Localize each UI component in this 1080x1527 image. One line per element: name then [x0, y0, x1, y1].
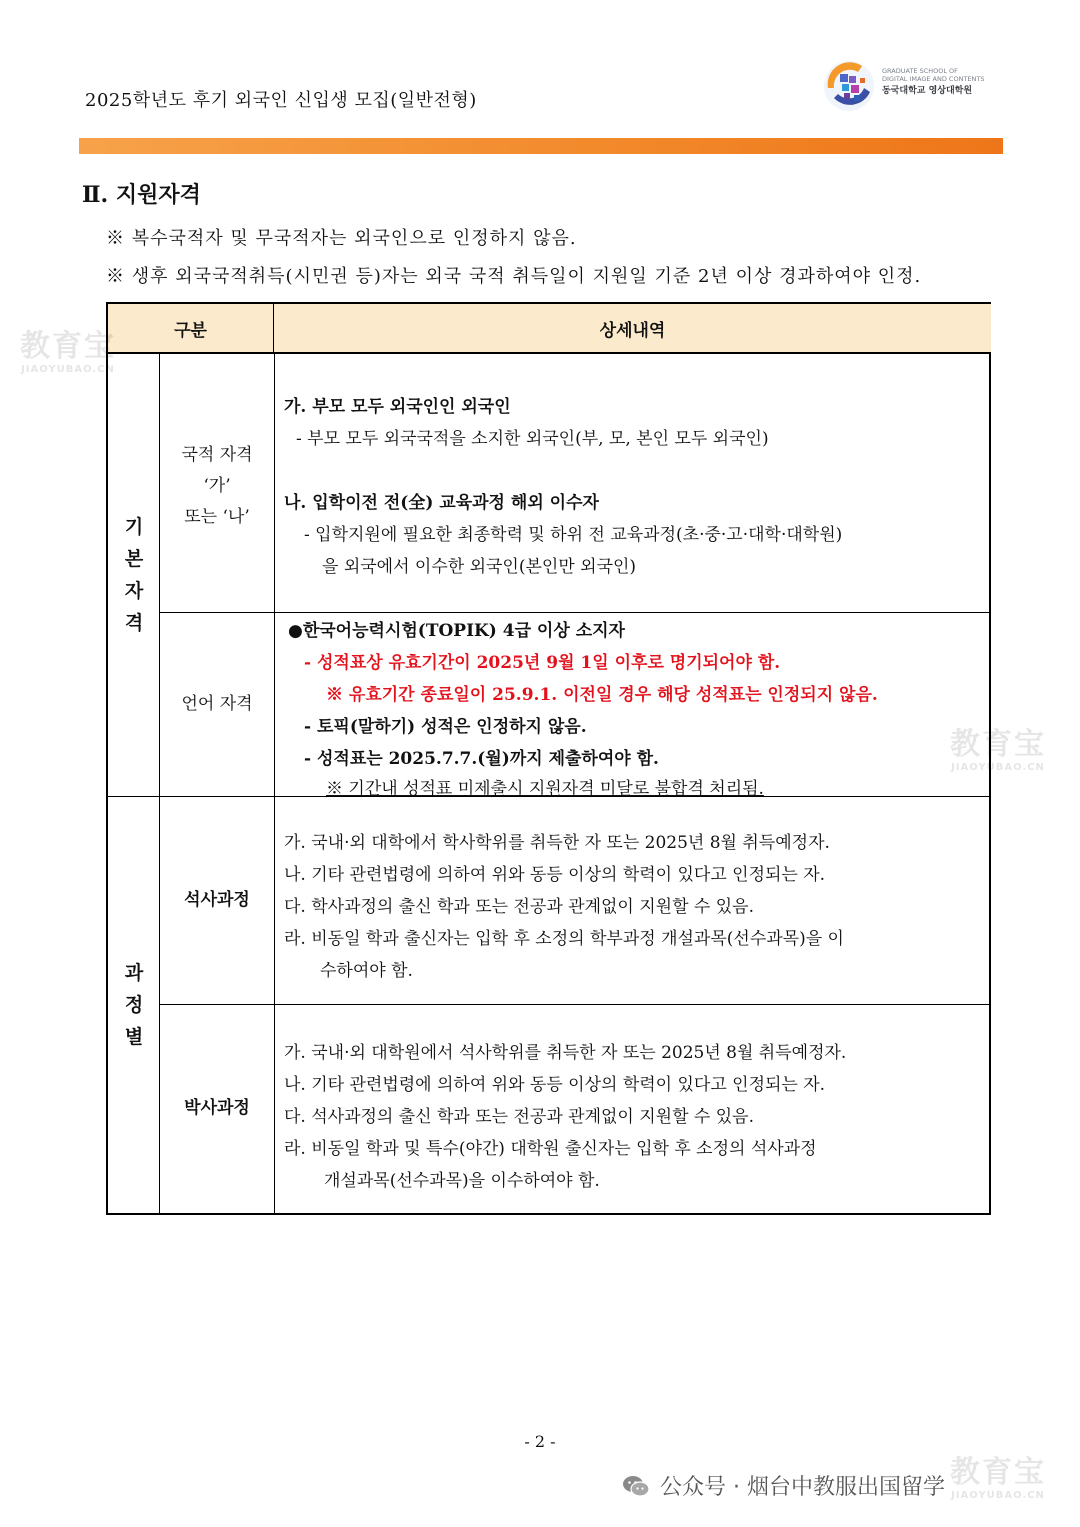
nationality-option-b-title: 나. 입학이전 전(全) 교육과정 해외 이수자 — [284, 493, 599, 513]
subcategory-masters: 석사과정 — [184, 889, 250, 910]
masters-line-b: 나. 기타 관련법령에 의하여 위와 동등 이상의 학력이 있다고 인정되는 자. — [284, 865, 826, 885]
logo-korean-name: 동국대학교 영상대학원 — [882, 86, 973, 96]
masters-line-d-cont: 수하여야 함. — [320, 961, 413, 981]
nationality-option-b-detail: - 입학지원에 필요한 최종학력 및 하위 전 교육과정(초·중·고·대학·대학원) — [304, 525, 843, 545]
table-header-category: 구분 — [108, 304, 274, 354]
table-header-details: 상세내역 — [274, 304, 991, 354]
logo-emblem-icon — [822, 58, 878, 114]
masters-line-d: 라. 비동일 학과 출신자는 입학 후 소정의 학부과정 개설과목(선수과목)을 이 — [284, 929, 844, 949]
doctoral-line-c: 다. 석사과정의 출신 학과 또는 전공과 관계없이 지원할 수 있음. — [284, 1107, 754, 1127]
wechat-attribution — [622, 1470, 945, 1501]
nationality-option-a-title: 가. 부모 모두 외국인인 외국인 — [284, 397, 511, 417]
nationality-option-a-detail: - 부모 모두 외국국적을 소지한 외국인(부, 모, 본인 모두 외국인) — [296, 429, 769, 449]
category-basic-qualification: 기 본 자 격 — [124, 516, 144, 634]
language-validity-note: - 성적표상 유효기간이 2025년 9월 1일 이후로 명기되어야 함. — [304, 653, 781, 673]
masters-line-a: 가. 국내·외 대학에서 학사학위를 취득한 자 또는 2025년 8월 취득예정자. — [284, 833, 830, 853]
doctoral-line-d: 라. 비동일 학과 및 특수(야간) 대학원 출신자는 입학 후 소정의 석사과정 — [284, 1139, 817, 1159]
watermark: 教育宝 JIAOYUBAO.CN — [20, 329, 116, 375]
eligibility-table — [106, 302, 991, 1215]
wechat-account-text: 公众号 · 烟台中教服出国留学 — [660, 1475, 945, 1500]
document-header-title: 2025학년도 후기 외국인 신입생 모집(일반전형) — [85, 90, 477, 111]
subcategory-language: 언어 자격 — [181, 693, 253, 714]
watermark: 教育宝 JIAOYUBAO.CN — [950, 727, 1046, 773]
header-orange-bar — [79, 138, 1003, 154]
language-topik-requirement: ●한국어능력시험(TOPIK) 4급 이상 소지자 — [288, 621, 625, 641]
logo-english-line-1: GRADUATE SCHOOL OF — [882, 67, 958, 75]
section-title: Ⅱ. 지원자격 — [82, 182, 201, 208]
note-dual-nationality: ※ 복수국적자 및 무국적자는 외국인으로 인정하지 않음. — [106, 228, 577, 249]
university-logo — [822, 58, 992, 114]
subcategory-doctoral: 박사과정 — [184, 1098, 250, 1118]
masters-line-c: 다. 학사과정의 출신 학과 또는 전공과 관계없이 지원할 수 있음. — [284, 897, 754, 917]
divider — [274, 354, 275, 1213]
nationality-option-b-detail-cont: 을 외국에서 이수한 외국인(본인만 외국인) — [322, 557, 637, 577]
language-speaking-note: - 토픽(말하기) 성적은 인정하지 않음. — [304, 717, 587, 737]
language-disqualification-note: ※ 기간내 성적표 미제출시 지원자격 미달로 불합격 처리됨. — [326, 779, 764, 799]
language-deadline-note: - 성적표는 2025.7.7.(월)까지 제출하여야 함. — [304, 749, 659, 769]
doctoral-line-d-cont: 개설과목(선수과목)을 이수하여야 함. — [324, 1171, 600, 1191]
divider — [160, 1004, 991, 1005]
wechat-icon — [622, 1474, 650, 1498]
divider — [160, 612, 991, 613]
note-acquired-nationality: ※ 생후 외국국적취득(시민권 등)자는 외국 국적 취득일이 지원일 기준 2년 이상 경과하여야 인정. — [106, 266, 922, 287]
doctoral-line-a: 가. 국내·외 대학원에서 석사학위를 취득한 자 또는 2025년 8월 취득예정자. — [284, 1043, 847, 1063]
subcategory-nationality: 국적 자격 ‘가’ 또는 ‘나’ — [181, 444, 253, 527]
page-number: - 2 - — [524, 1432, 556, 1451]
logo-english-line-2: DIGITAL IMAGE AND CONTENTS — [882, 75, 985, 83]
doctoral-line-b: 나. 기타 관련법령에 의하여 위와 동등 이상의 학력이 있다고 인정되는 자. — [284, 1075, 826, 1095]
language-expiry-warning: ※ 유효기간 종료일이 25.9.1. 이전일 경우 해당 성적표는 인정되지 않음. — [326, 685, 878, 705]
watermark: 教育宝 JIAOYUBAO.CN — [950, 1455, 1046, 1501]
category-by-program: 과 정 별 — [124, 961, 144, 1048]
